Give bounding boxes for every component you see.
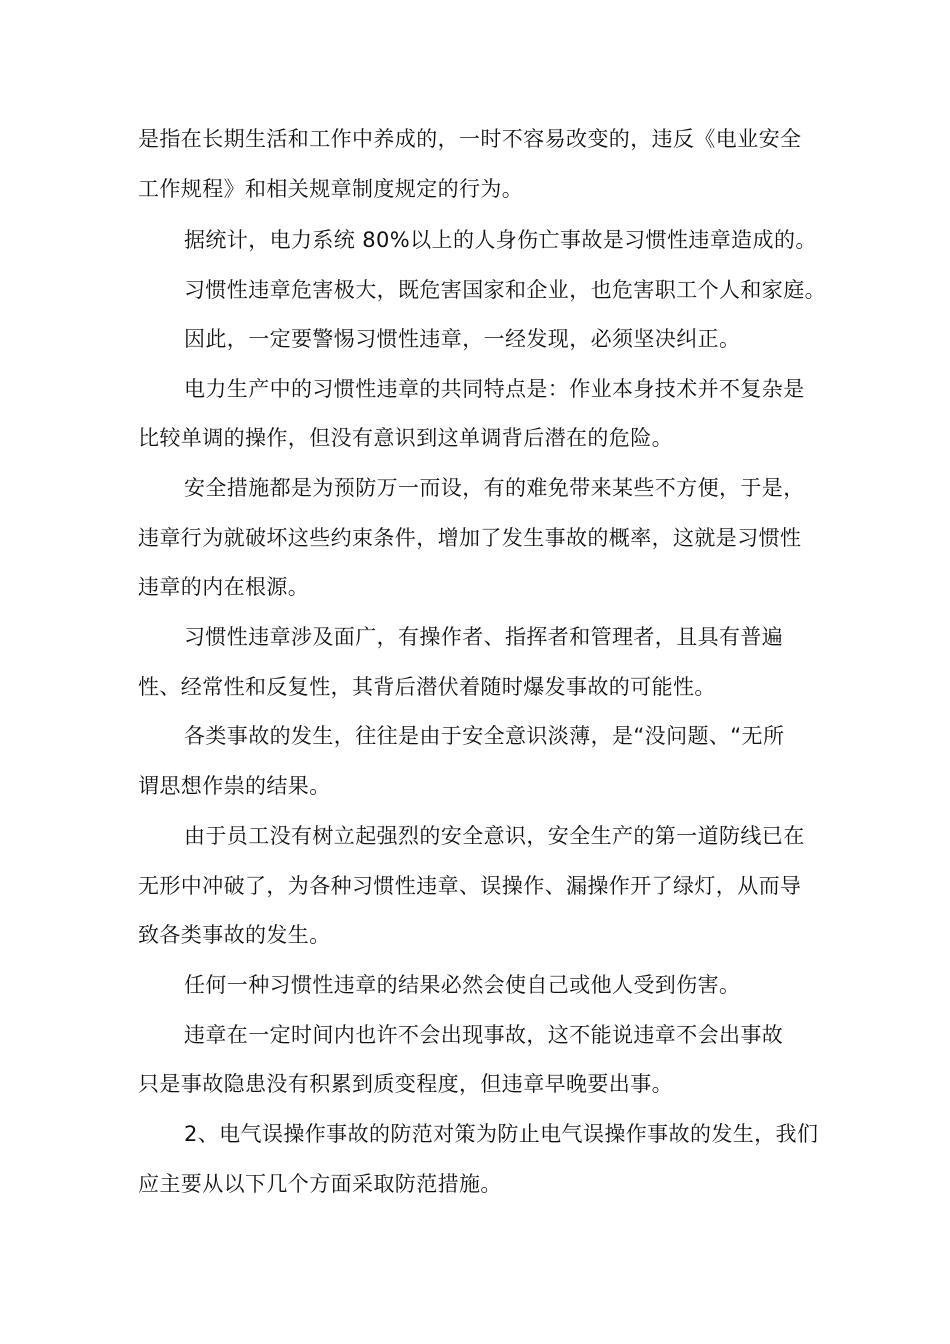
text-line: 因此，一定要警惕习惯性违章，一经发现，必须坚决纠正。 [184, 327, 741, 351]
text-line: 习惯性违章危害极大，既危害国家和企业，也危害职工个人和家庭。 [184, 278, 826, 302]
text-line: 电力生产中的习惯性违章的共同特点是：作业本身技术并不复杂是 [184, 377, 805, 401]
text-line: 是指在长期生活和工作中养成的，一时不容易改变的，违反《电业安全 [138, 127, 802, 151]
text-line: 应主要从以下几个方面采取防范措施。 [138, 1172, 502, 1196]
text-line: 比较单调的操作，但没有意识到这单调背后潜在的危险。 [138, 426, 673, 450]
text-line: 由于员工没有树立起强烈的安全意识，安全生产的第一道防线已在 [184, 824, 805, 848]
text-line: 谓思想作祟的结果。 [138, 774, 331, 798]
text-line: 2、电气误操作事故的防范对策为防止电气误操作事故的发生，我们 [184, 1122, 819, 1146]
text-line: 违章在一定时间内也许不会出现事故，这不能说违章不会出事故 [184, 1023, 784, 1047]
text-line: 性、经常性和反复性，其背后潜伏着随时爆发事故的可能性。 [138, 675, 716, 699]
text-line: 工作规程》和相关规章制度规定的行为。 [138, 177, 524, 201]
text-line: 安全措施都是为预防万一而设，有的难免带来某些不方便，于是， [184, 476, 805, 500]
text-line: 各类事故的发生，往往是由于安全意识淡薄，是“没问题、“无所 [184, 724, 785, 748]
text-line: 任何一种习惯性违章的结果必然会使自己或他人受到伤害。 [184, 973, 741, 997]
text-line: 只是事故隐患没有积累到质变程度，但违章早晚要出事。 [138, 1072, 673, 1096]
text-line: 致各类事故的发生。 [138, 923, 331, 947]
text-line: 无形中冲破了，为各种习惯性违章、误操作、漏操作开了绿灯，从而导 [138, 874, 802, 898]
text-line: 违章行为就破坏这些约束条件，增加了发生事故的概率，这就是习惯性 [138, 526, 802, 550]
text-line: 违章的内在根源。 [138, 575, 310, 599]
text-line: 据统计，电力系统 80%以上的人身伤亡事故是习惯性违章造成的。 [184, 228, 817, 252]
text-line: 习惯性违章涉及面广，有操作者、指挥者和管理者，且具有普遍 [184, 625, 784, 649]
